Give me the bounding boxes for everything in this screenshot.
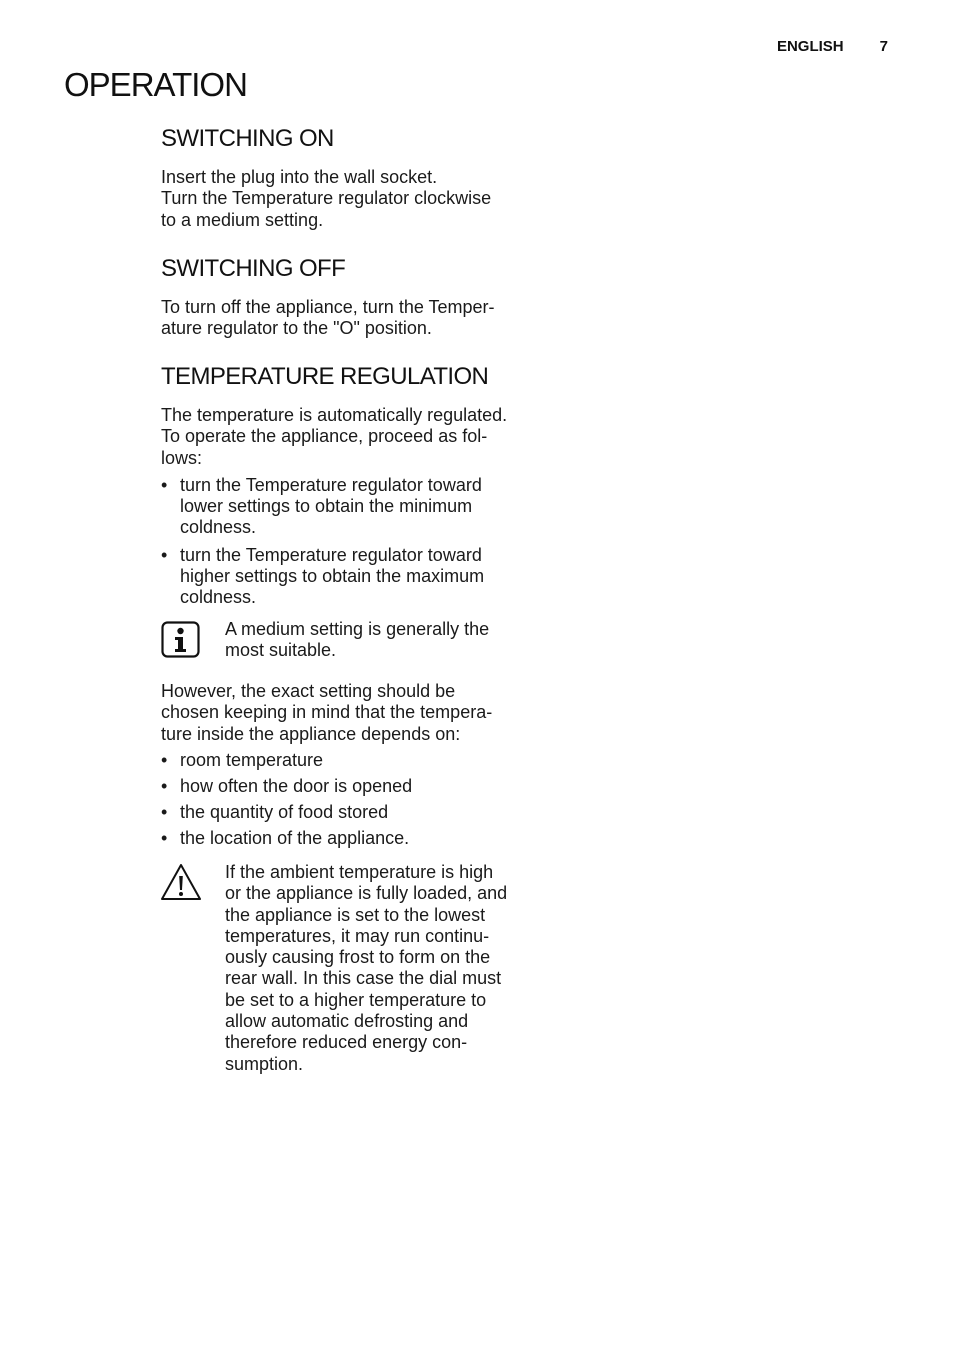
however-line-1: However, the exact setting should be [161,681,456,701]
warning-icon [161,862,203,902]
bullet-dot: • [161,749,168,770]
depends-bullet-list [161,750,521,849]
warning-note [161,862,521,1075]
section-switching-on [161,125,521,231]
warning-note-line-10: sumption. [225,1053,304,1074]
bullet-line: how often the door is opened [180,775,413,796]
bullet-dot: • [161,474,168,495]
section-heading-temperature-regulation: TEMPERATURE REGULATION [161,363,489,390]
warning-note-line-6: rear wall. In this case the dial must [225,968,502,989]
page-title: OPERATION [64,66,247,103]
page-number: 7 [879,38,888,55]
bullet-dot: • [161,827,168,848]
list-item [161,828,521,849]
bullet-line: higher settings to obtain the maximum [180,566,485,587]
section-heading-switching-on: SWITCHING ON [161,125,334,152]
section-switching-off [161,255,521,340]
list-item [161,545,521,609]
list-item [161,475,521,539]
info-note-line-1: A medium setting is generally the [225,619,490,639]
however-line-2: chosen keeping in mind that the tempera- [161,702,493,723]
switching-off-line-1: To turn off the appliance, turn the Temper- [161,297,495,317]
depends-section [161,681,521,849]
switching-on-line-3: to a medium setting. [161,209,324,230]
page-header [777,38,888,55]
switching-off-line-2: ature regulator to the "O" position. [161,318,432,339]
intro-line-2: To operate the appliance, proceed as fol- [161,426,488,447]
warning-note-line-1: If the ambient temperature is high [225,862,494,882]
info-note [161,619,521,664]
bullet-dot: • [161,775,168,796]
warning-note-line-5: ously causing frost to form on the [225,947,491,968]
list-item [161,802,521,823]
warning-note-line-9: therefore reduced energy con- [225,1032,468,1053]
bullet-dot: • [161,544,168,565]
intro-line-1: The temperature is automatically regulated. [161,405,508,425]
bullet-line: lower settings to obtain the minimum [180,496,473,517]
info-note-line-2: most suitable. [225,640,337,661]
bullet-dot: • [161,801,168,822]
bullet-line: the quantity of food stored [180,801,389,822]
info-icon [161,619,201,659]
bullet-line: room temperature [180,749,324,770]
warning-note-line-2: or the appliance is fully loaded, and [225,883,508,904]
list-item [161,750,521,771]
regulation-bullet-list [161,475,521,609]
intro-line-3: lows: [161,447,203,468]
bullet-line: coldness. [180,587,257,608]
warning-note-line-8: allow automatic defrosting and [225,1011,469,1032]
section-temperature-regulation [161,363,521,609]
section-heading-switching-off: SWITCHING OFF [161,255,346,282]
switching-on-line-2: Turn the Temperature regulator clockwise [161,188,492,209]
however-line-3: ture inside the appliance depends on: [161,723,461,744]
bullet-line: coldness. [180,517,257,538]
language-label: ENGLISH [776,38,844,55]
warning-note-line-3: the appliance is set to the lowest [225,904,486,925]
bullet-line: turn the Temperature regulator toward [180,474,482,495]
list-item [161,776,521,797]
switching-on-line-1: Insert the plug into the wall socket. [161,167,438,187]
warning-note-line-7: be set to a higher temperature to [225,989,487,1010]
warning-note-line-4: temperatures, it may run continu- [225,925,490,946]
bullet-line: turn the Temperature regulator toward [180,544,482,565]
bullet-line: the location of the appliance. [180,827,410,848]
